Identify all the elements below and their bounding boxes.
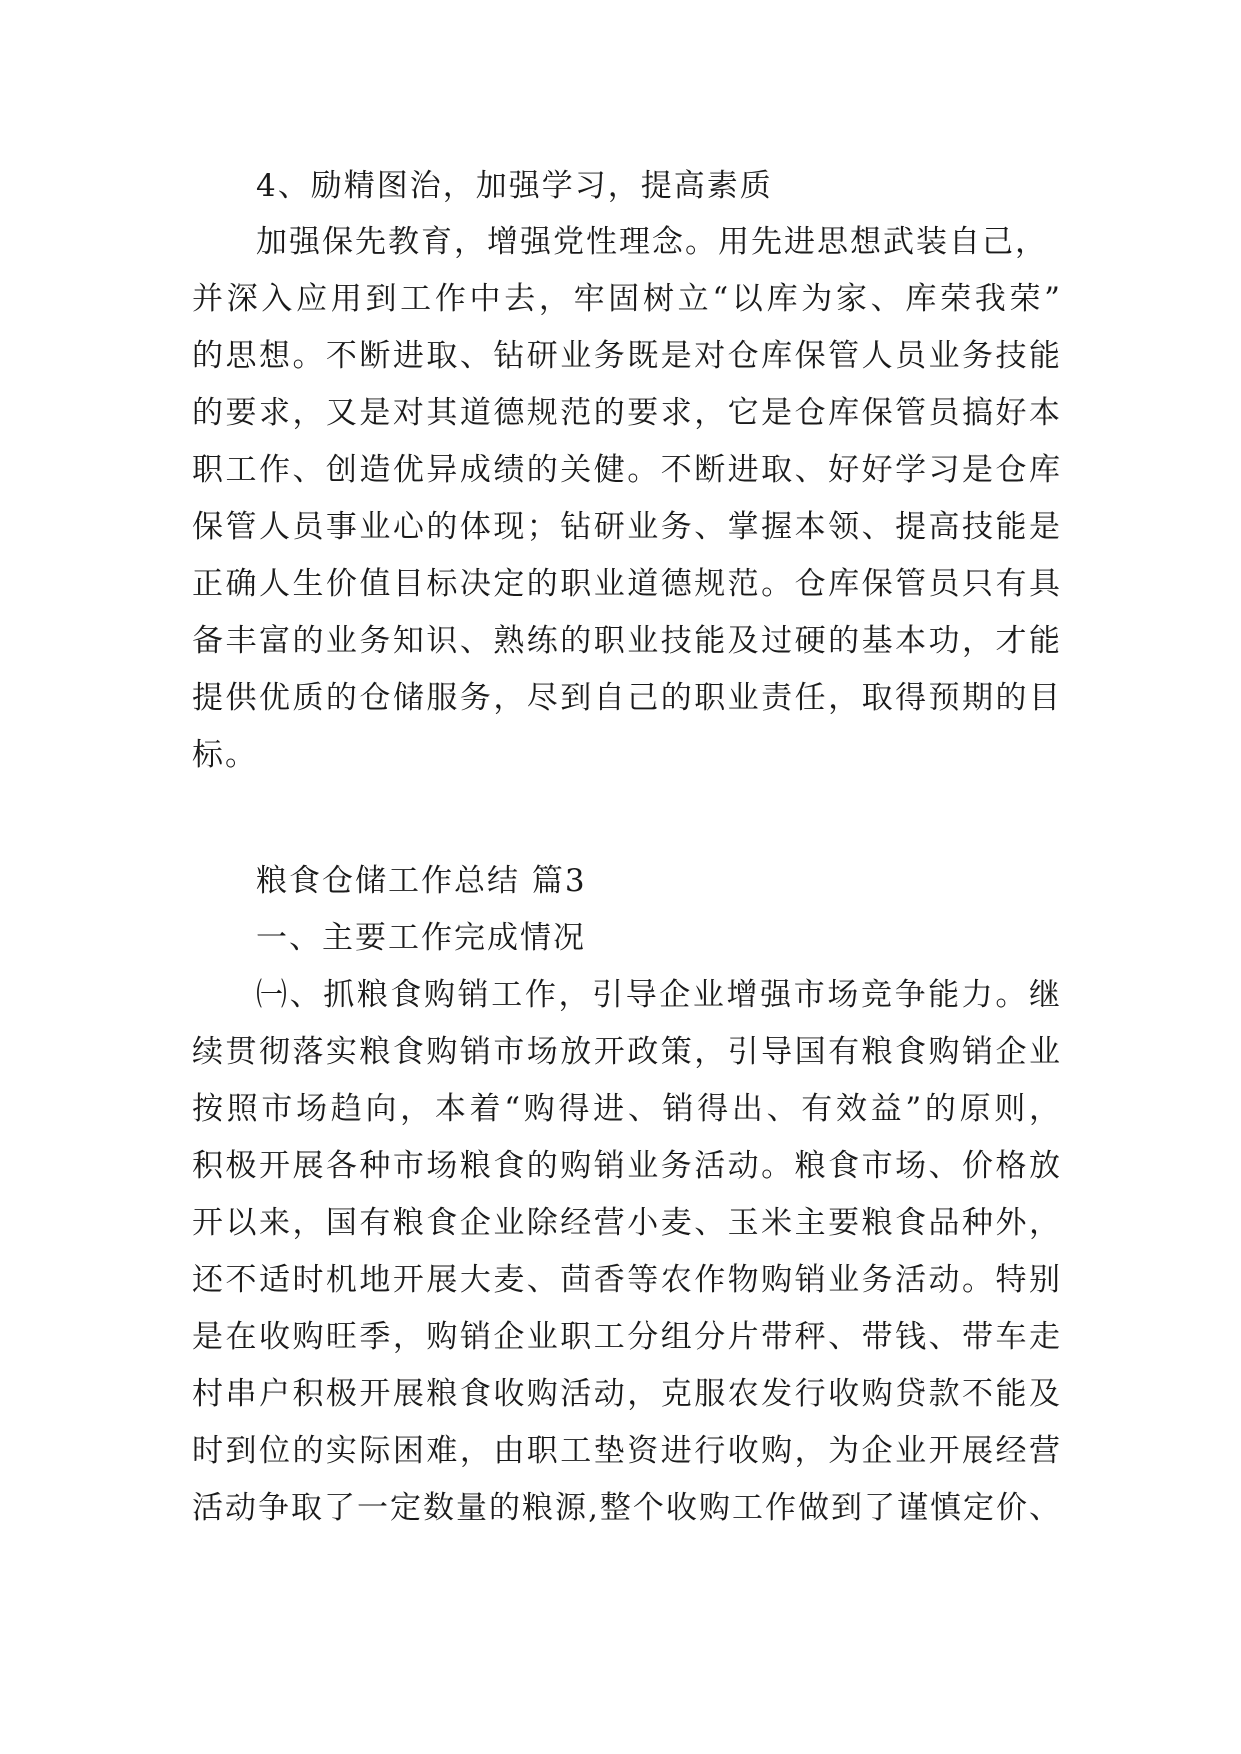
paragraph-line: 积极开展各种市场粮食的购销业务活动。粮食市场、价格放: [192, 1148, 1062, 1184]
paragraph-line: 的思想。不断进取、钻研业务既是对仓库保管人员业务技能: [192, 338, 1062, 374]
paragraph-line: 是在收购旺季，购销企业职工分组分片带秤、带钱、带车走: [192, 1319, 1062, 1355]
paragraph-line: 保管人员事业心的体现；钻研业务、掌握本领、提高技能是: [192, 509, 1062, 545]
paragraph-line: 按照市场趋向，本着“购得进、销得出、有效益”的原则，: [192, 1091, 1062, 1127]
paragraph-line: 职工作、创造优异成绩的关健。不断进取、好好学习是仓库: [192, 452, 1062, 488]
paragraph-line: 标。: [192, 737, 258, 773]
paragraph-line: 时到位的实际困难，由职工垫资进行收购，为企业开展经营: [192, 1433, 1062, 1469]
paragraph-line: 备丰富的业务知识、熟练的职业技能及过硬的基本功，才能: [192, 623, 1062, 659]
paragraph-line: 提供优质的仓储服务，尽到自己的职业责任，取得预期的目: [192, 680, 1062, 716]
article-title: 粮食仓储工作总结 篇3: [256, 863, 587, 899]
paragraph-line: ㈠、抓粮食购销工作，引导企业增强市场竞争能力。继: [256, 977, 1062, 1013]
paragraph-line: 并深入应用到工作中去，牢固树立“以库为家、库荣我荣”: [192, 281, 1062, 317]
paragraph-line: 加强保先教育，增强党性理念。用先进思想武装自己，: [256, 224, 1048, 260]
section-heading: 一、主要工作完成情况: [256, 920, 586, 956]
paragraph-line: 的要求，又是对其道德规范的要求，它是仓库保管员搞好本: [192, 395, 1062, 431]
section-heading: 4、励精图治，加强学习，提高素质: [256, 168, 773, 204]
paragraph-line: 正确人生价值目标决定的职业道德规范。仓库保管员只有具: [192, 566, 1062, 602]
paragraph-line: 还不适时机地开展大麦、茴香等农作物购销业务活动。特别: [192, 1262, 1062, 1298]
paragraph-line: 活动争取了一定数量的粮源,整个收购工作做到了谨慎定价、: [192, 1490, 1062, 1526]
paragraph-line: 续贯彻落实粮食购销市场放开政策，引导国有粮食购销企业: [192, 1034, 1062, 1070]
paragraph-line: 开以来，国有粮食企业除经营小麦、玉米主要粮食品种外，: [192, 1205, 1062, 1241]
paragraph-line: 村串户积极开展粮食收购活动，克服农发行收购贷款不能及: [192, 1376, 1062, 1412]
